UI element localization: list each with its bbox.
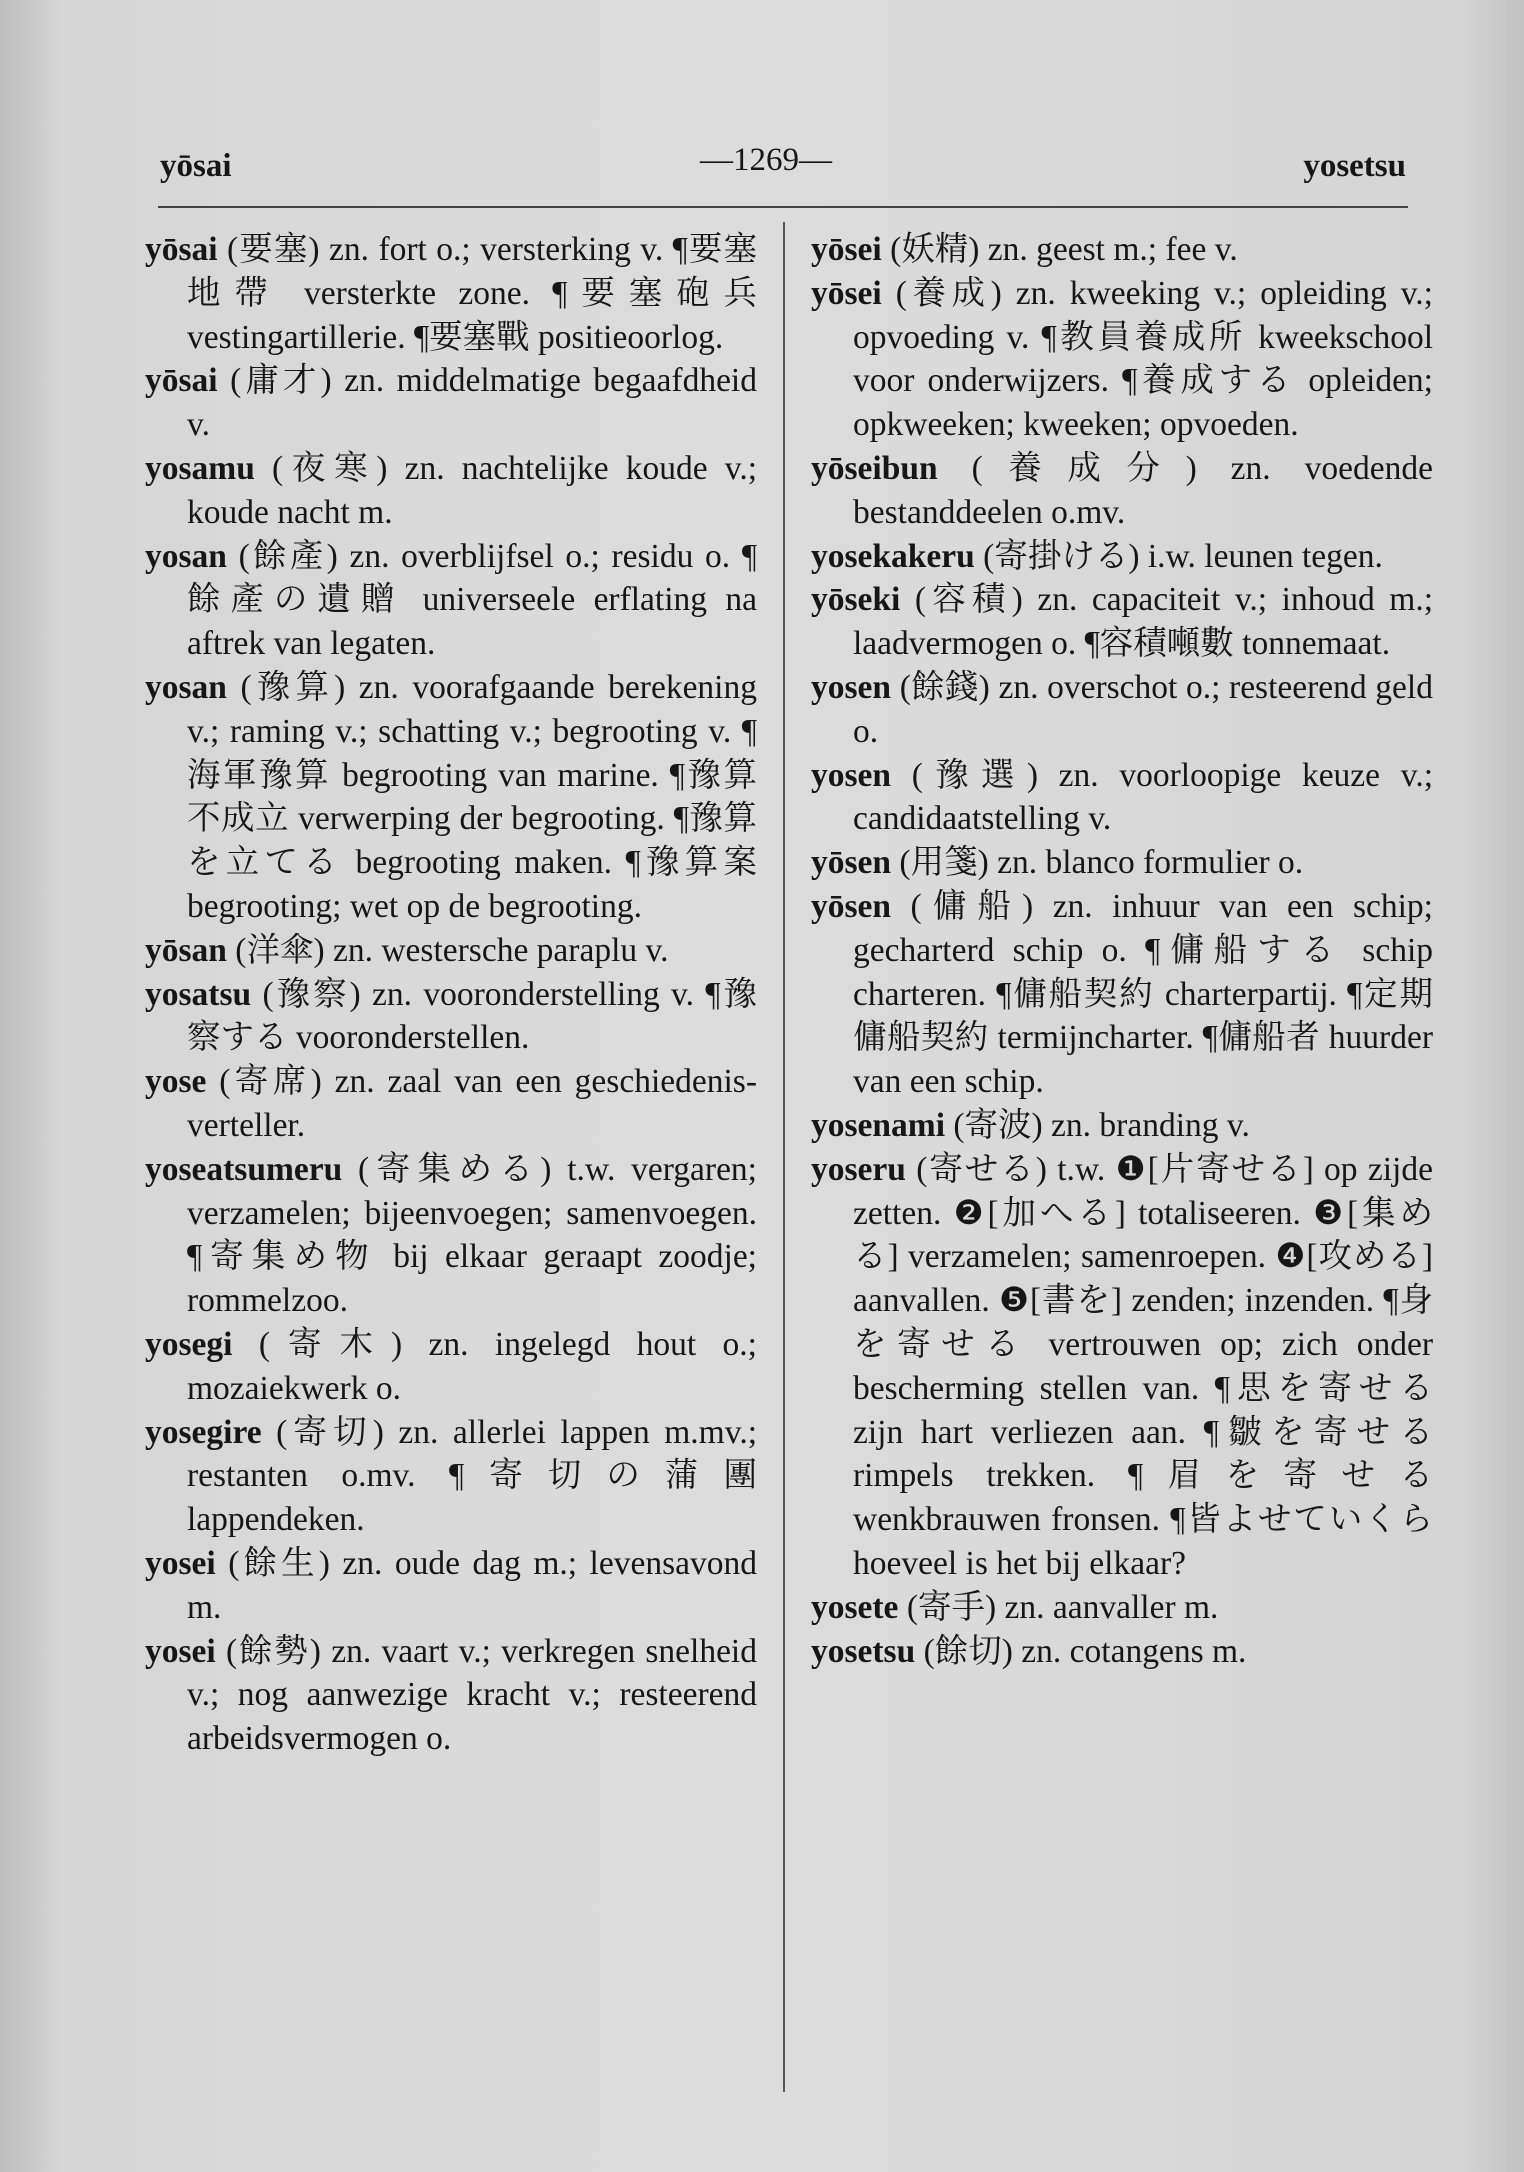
- entry-body: (養成) zn. kweeking v.; opleiding v.; opvoeding v. ¶教員養成所 kweekschool voor onderwijzers. ¶養成する opleiden; opkweeken; kweeken; opvoeden.: [853, 274, 1433, 444]
- entry-body: (餘產) zn. overblijfsel o.; residu o. ¶餘產の遺贈 universeele erflating na aftrek van legaten.: [187, 537, 757, 663]
- headword: yosete: [811, 1588, 899, 1626]
- dictionary-entry: [811, 1148, 1433, 1586]
- entry-body: (寄波) zn. branding v.: [945, 1106, 1250, 1144]
- headword: yoseatsumeru: [145, 1150, 343, 1188]
- headword: yōsei: [811, 274, 882, 312]
- headword: yosei: [145, 1544, 216, 1582]
- running-head-left: yōsai: [160, 148, 232, 184]
- page-number: —1269—: [700, 142, 832, 178]
- dictionary-entry: [811, 754, 1433, 842]
- entry-body: (洋傘) zn. westersche paraplu v.: [226, 931, 669, 969]
- header-rule: [158, 206, 1408, 208]
- dictionary-entry: [811, 1630, 1433, 1674]
- headword: yosei: [145, 1632, 216, 1670]
- entry-body: (餘生) zn. oude dag m.; levensavond m.: [187, 1544, 757, 1626]
- headword: yōsai: [145, 362, 218, 400]
- dictionary-entry: [811, 228, 1433, 272]
- headword: yōsai: [145, 231, 218, 268]
- dictionary-entry: [145, 1411, 757, 1542]
- dictionary-entry: [145, 1323, 757, 1411]
- running-head-right: yosetsu: [1303, 148, 1406, 184]
- entry-body: (傭船) zn. inhuur van een schip; gecharterd schip o. ¶傭船する schip charteren. ¶傭船契約 charterpartij. ¶定期傭船契約 termijncharter. ¶傭船者 huurder van een schip.: [853, 887, 1433, 1101]
- entry-body: (養成分) zn. voedende bestanddeelen o.mv.: [853, 449, 1433, 531]
- left-column: [145, 228, 757, 1761]
- entry-body: (餘勢) zn. vaart v.; verkregen snelheid v.; nog aanwezige kracht v.; resteerend arbeidsvermogen o.: [187, 1632, 757, 1758]
- entry-body: (寄木) zn. ingelegd hout o.; mozaiekwerk o.: [187, 1325, 757, 1407]
- entry-body: (寄掛ける) i.w. leunen tegen.: [974, 537, 1383, 575]
- headword: yōseibun: [811, 449, 938, 487]
- headword: yōseki: [811, 581, 901, 619]
- entry-body: (豫察) zn. vooronderstelling v. ¶豫察する vooronderstellen.: [187, 975, 757, 1057]
- dictionary-entry: [145, 1148, 757, 1323]
- dictionary-entry: [811, 666, 1433, 754]
- dictionary-entry: [145, 929, 757, 973]
- dictionary-entry: [145, 973, 757, 1061]
- entry-body: (夜寒) zn. nachtelijke koude v.; koude nacht m.: [187, 449, 757, 531]
- dictionary-entry: [145, 535, 757, 666]
- headword: yoseru: [811, 1150, 906, 1188]
- headword: yōsen: [811, 887, 892, 925]
- headword: yosetsu: [811, 1632, 916, 1670]
- entry-body: (庸才) zn. middelmatige begaafdheid v.: [187, 362, 757, 444]
- entry-body: (豫選) zn. voorloopige keuze v.; candidaatstelling v.: [853, 756, 1433, 838]
- entry-body: (妖精) zn. geest m.; fee v.: [881, 231, 1238, 268]
- headword: yōsei: [811, 231, 882, 268]
- dictionary-entry: [811, 535, 1433, 579]
- dictionary-entry: [811, 272, 1433, 447]
- headword: yosan: [145, 668, 227, 706]
- dictionary-entry: [145, 1060, 757, 1148]
- entry-body: (餘錢) zn. overschot o.; resteerend geld o.: [853, 668, 1433, 750]
- dictionary-entry: [811, 841, 1433, 885]
- entry-body: (要塞) zn. fort o.; versterking v. ¶要塞地帶 versterkte zone. ¶要塞砲兵 vestingartillerie. ¶要塞戰 positieoorlog.: [187, 231, 757, 356]
- headword: yosegi: [145, 1325, 233, 1363]
- dictionary-entry: [811, 1586, 1433, 1630]
- entry-body: (寄切) zn. allerlei lappen m.mv.; restanten o.mv. ¶寄切の蒲團 lappendeken.: [187, 1413, 757, 1539]
- dictionary-entry: [145, 666, 757, 929]
- headword: yōsen: [811, 844, 892, 882]
- dictionary-entry: [811, 1104, 1433, 1148]
- dictionary-entry: [811, 578, 1433, 666]
- headword: yosenami: [811, 1106, 945, 1144]
- dictionary-entry: [811, 447, 1433, 535]
- headword: yosan: [145, 537, 227, 575]
- entry-body: (寄席) zn. zaal van een geschiedenis-verteller.: [187, 1063, 757, 1144]
- headword: yōsan: [145, 931, 227, 969]
- dictionary-entry: [145, 447, 757, 535]
- entry-body: (用箋) zn. blanco formulier o.: [891, 844, 1304, 882]
- entry-body: (寄手) zn. aanvaller m.: [898, 1588, 1219, 1626]
- running-head: [0, 142, 1524, 192]
- column-divider: [783, 222, 785, 2092]
- headword: yosegire: [145, 1413, 262, 1451]
- right-column: [811, 228, 1433, 1673]
- headword: yose: [145, 1063, 207, 1101]
- entry-body: (餘切) zn. cotangens m.: [915, 1632, 1247, 1670]
- headword: yosatsu: [145, 975, 252, 1013]
- entry-body: (寄集める) t.w. vergaren; verzamelen; bijeenvoegen; samenvoegen. ¶寄集め物 bij elkaar geraapt zoodje; rommelzoo.: [187, 1150, 757, 1320]
- entry-body: (寄せる) t.w. ❶[片寄せる] op zijde zetten. ❷[加へる] totaliseeren. ❸[集める] verzamelen; samenroepen. ❹[攻める] aanvallen. ❺[書を] zenden; inzenden. ¶身を寄せる vertrouwen op; zich onder bescherming stellen van. ¶思を寄せる zijn hart verliezen aan. ¶皺を寄せる rimpels trekken. ¶眉を寄せる wenkbrauwen fronsen. ¶皆よせていくら hoeveel is het bij elkaar?: [853, 1150, 1433, 1582]
- headword: yosamu: [145, 449, 255, 487]
- headword: yosen: [811, 668, 892, 706]
- dictionary-entry: [145, 1542, 757, 1630]
- dictionary-entry: [145, 1630, 757, 1761]
- entry-body: (容積) zn. capaciteit v.; inhoud m.; laadvermogen o. ¶容積噸數 tonnemaat.: [853, 581, 1433, 663]
- dictionary-entry: [811, 885, 1433, 1104]
- entry-body: (豫算) zn. voorafgaande berekening v.; raming v.; schatting v.; begrooting v. ¶海軍豫算 begrooting van marine. ¶豫算不成立 verwerping der begrooting. ¶豫算を立てる begrooting maken. ¶豫算案 begrooting; wet op de begrooting.: [187, 668, 757, 925]
- dictionary-entry: [145, 359, 757, 447]
- headword: yosen: [811, 756, 892, 794]
- headword: yosekakeru: [811, 537, 975, 575]
- dictionary-entry: [145, 228, 757, 359]
